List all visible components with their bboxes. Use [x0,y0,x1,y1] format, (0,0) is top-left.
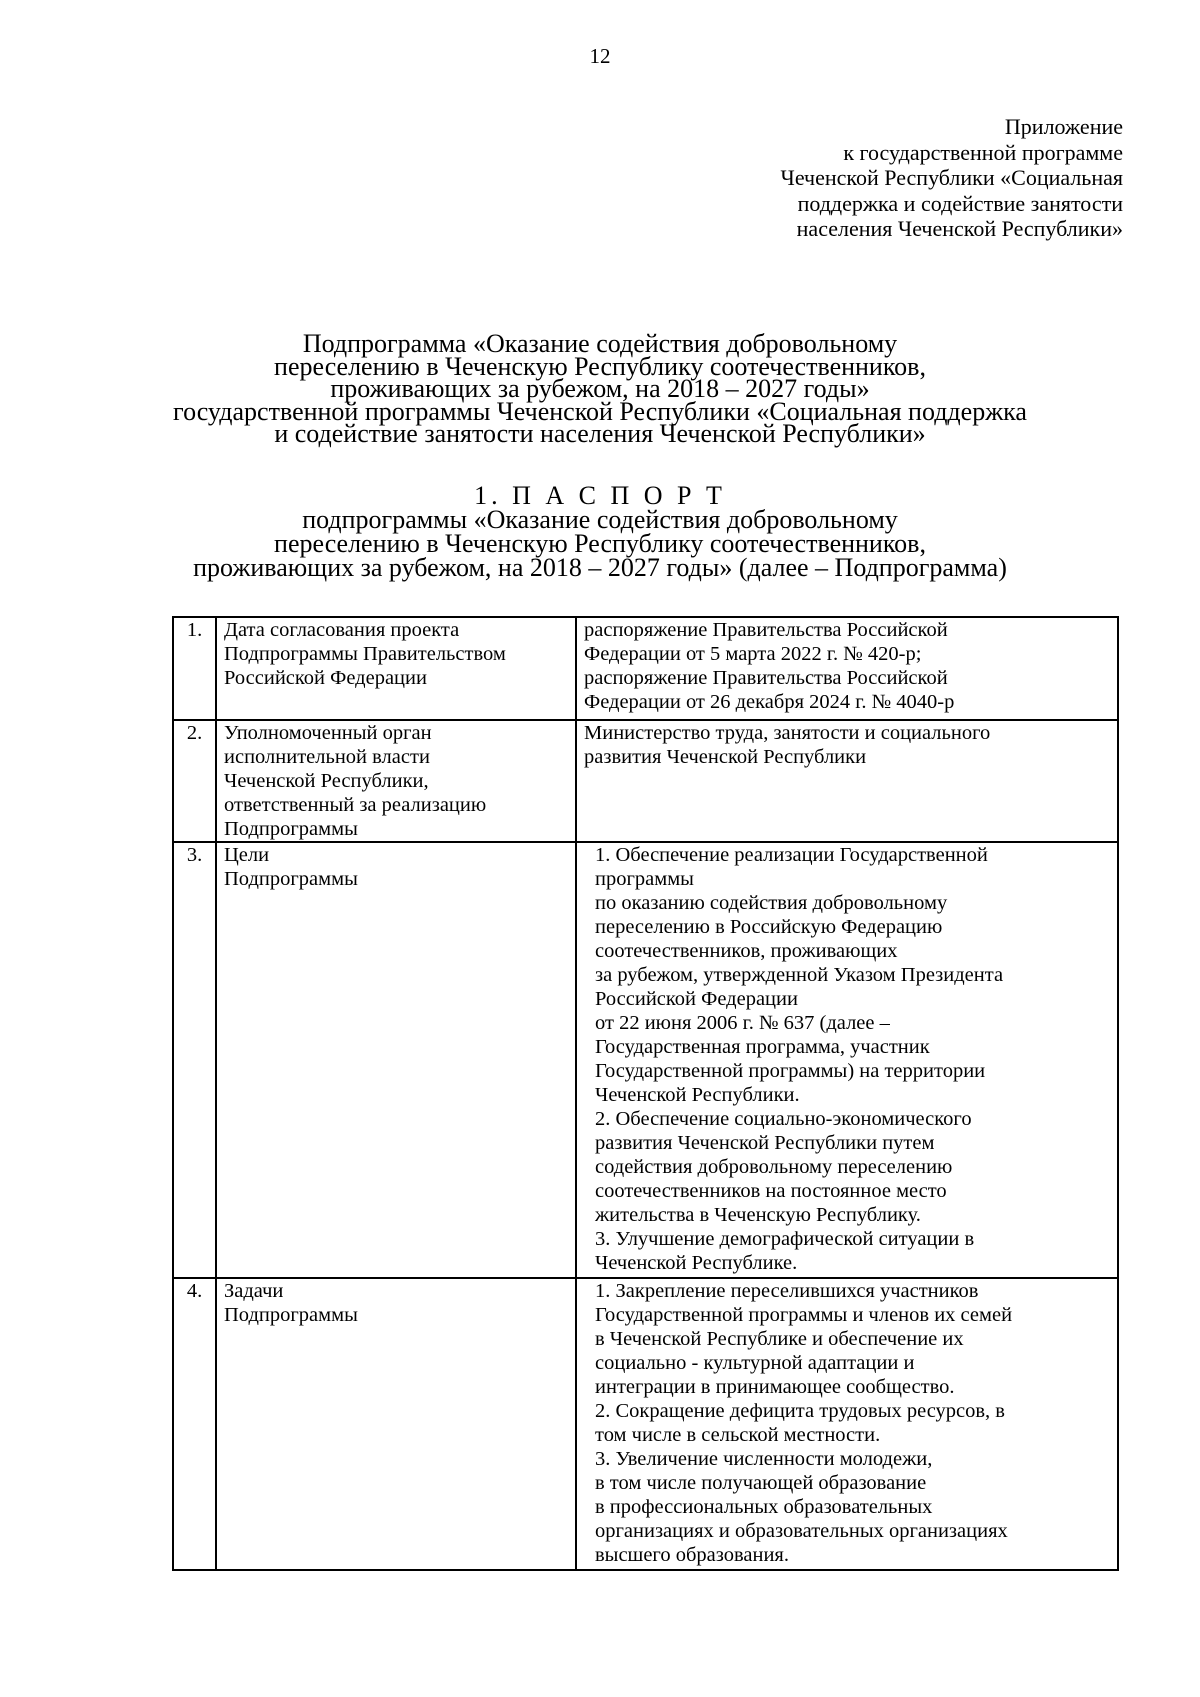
title-line: Подпрограмма «Оказание содействия добровольному [302,329,898,358]
passport-title: 1. П А С П О Р Т [474,481,726,510]
appendix-line: Чеченской Республики «Социальная [780,165,1123,191]
row-number: 2. [173,720,216,842]
cell-line: распоряжение Правительства Российской [584,667,948,689]
cell-line: развития Чеченской Республики [584,746,867,768]
cell-line: ответственный за реализацию [224,794,487,816]
passport-line: переселению в Чеченскую Республику соотечественников, [274,529,926,558]
cell-line: в Чеченской Республике и обеспечение их [595,1328,964,1350]
cell-line: том числе в сельской местности. [595,1424,881,1446]
passport-line: проживающих за рубежом, на 2018 – 2027 годы» (далее – Подпрограмма) [193,553,1007,582]
cell-line: 2. Обеспечение социально-экономического [595,1108,972,1130]
cell-line: 2. Сокращение дефицита трудовых ресурсов, в [595,1400,1005,1422]
row-number: 1. [173,617,216,720]
cell-line: Задачи [224,1280,284,1302]
cell-line: переселению в Российскую Федерацию [595,916,943,938]
title-line: и содействие занятости населения Чеченской Республики» [274,419,926,448]
cell-line: распоряжение Правительства Российской [584,619,948,641]
cell-line: Российской Федерации [595,988,798,1010]
page-number: 12 [589,44,611,68]
cell-line: Федерации от 5 марта 2022 г. № 420-р; [584,643,922,665]
row-value [576,1278,1118,1570]
cell-line: организациях и образовательных организациях [595,1520,1008,1542]
cell-line: исполнительной власти [224,746,430,768]
title-line: проживающих за рубежом, на 2018 – 2027 годы» [330,374,870,403]
cell-line: в том числе получающей образование [595,1472,927,1494]
table-row [173,720,1118,842]
row-label [216,1278,576,1570]
cell-line: от 22 июня 2006 г. № 637 (далее – [595,1012,890,1034]
row-value [576,842,1118,1278]
passport-line: подпрограммы «Оказание содействия добровольному [302,505,898,534]
table-row [173,617,1118,720]
title-line: переселению в Чеченскую Республику соотечественников, [274,351,926,381]
cell-line: Цели [224,844,270,866]
cell-line: Государственной программы и членов их семей [595,1304,1013,1326]
row-label [216,842,576,1278]
cell-line: Чеченской Республики. [595,1084,800,1106]
cell-line: Подпрограммы Правительством [224,643,506,665]
cell-line: соотечественников, проживающих [595,940,898,962]
cell-line: Чеченской Республики, [224,770,429,792]
appendix-line: к государственной программе [843,139,1123,165]
cell-line: высшего образования. [595,1544,789,1566]
appendix-line: Приложение [1004,114,1123,139]
row-label [216,720,576,842]
cell-line: соотечественников на постоянное место [595,1180,947,1202]
table-row [173,842,1118,1278]
cell-line: интеграции в принимающее сообщество. [595,1376,955,1398]
cell-line: жительства в Чеченскую Республику. [595,1204,921,1226]
cell-line: Чеченской Республике. [595,1252,798,1274]
table-row [173,1278,1118,1570]
row-value [576,720,1118,842]
cell-line: социально - культурной адаптации и [595,1352,915,1374]
cell-line: 3. Увеличение численности молодежи, [595,1448,933,1470]
cell-line: Министерство труда, занятости и социального [584,722,991,744]
row-value [576,617,1118,720]
cell-line: Российской Федерации [224,667,427,689]
subprogram-title [0,329,1200,448]
cell-line: Подпрограммы [224,818,358,840]
cell-line: программы [595,868,694,890]
appendix-line: поддержка и содействие занятости [797,190,1123,216]
passport-heading [0,481,1200,582]
cell-line: 1. Обеспечение реализации Государственной [595,844,988,866]
cell-line: Дата согласования проекта [224,619,460,641]
cell-line: 1. Закрепление переселившихся участников [595,1280,979,1302]
cell-line: Подпрограммы [224,1304,358,1326]
row-number: 4. [173,1278,216,1570]
cell-line: Государственная программа, участник [595,1036,930,1058]
title-line: государственной программы Чеченской Республики «Социальная поддержка [173,396,1027,426]
cell-line: Уполномоченный орган [224,722,432,744]
passport-table [172,616,1119,1571]
cell-line: 3. Улучшение демографической ситуации в [595,1228,975,1250]
cell-line: развития Чеченской Республики путем [595,1132,935,1154]
cell-line: Федерации от 26 декабря 2024 г. № 4040-р [584,691,955,713]
cell-line: по оказанию содействия добровольному [595,892,948,914]
appendix-header [603,114,1123,242]
cell-line: содействия добровольному переселению [595,1156,953,1178]
cell-line: Подпрограммы [224,868,358,890]
cell-line: Государственной программы) на территории [595,1060,986,1082]
row-number: 3. [173,842,216,1278]
cell-line: в профессиональных образовательных [595,1496,933,1518]
cell-line: за рубежом, утвержденной Указом Президента [595,964,1004,986]
row-label [216,617,576,720]
appendix-line: населения Чеченской Республики» [796,216,1123,242]
